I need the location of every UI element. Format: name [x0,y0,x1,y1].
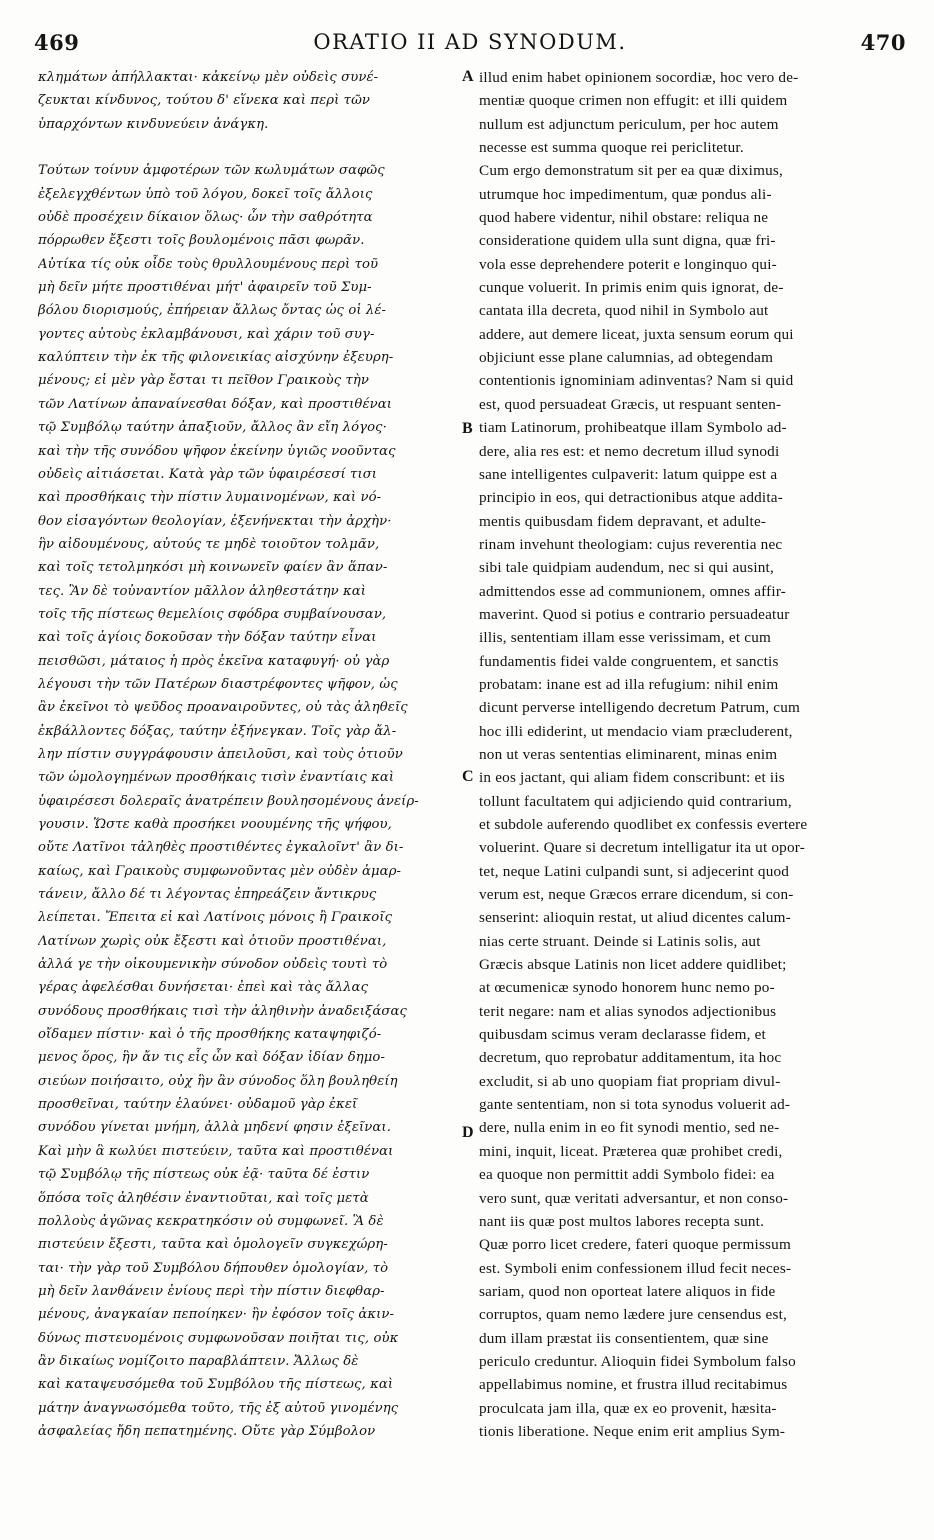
greek-text-line: σιεύων ποιήσαιτο, οὐχ ἣν ἂν σύνοδος ὅλη βουληθείη [38,1073,398,1089]
greek-text-line: καὶ τὴν τῆς συνόδου ψῆφον ἐκείνην ὑγιῶς νοοῦντας [38,443,396,459]
greek-text-line: καὶ τοῖς τετολμηκόσι μὴ κοινωνεῖν φαίεν ἂν ἅπαν- [38,560,388,576]
latin-text-line: fundamentis fidei valde congruentem, et sanctis [479,652,779,670]
latin-text-line: objiciunt esse plane calumnias, ad obtegendam [479,349,774,367]
greek-text-line: πόρρωθεν ἔξεστι τοῖς βουλομένοις πᾶσι φωρᾶν. [38,233,365,249]
greek-text-line: οὐδεὶς αἰτιάσεται. Κατὰ γὰρ τῶν ὑφαιρέσεσί τισι [38,466,378,482]
greek-text-line: ὅπόσα τοῖς ἀληθέσιν ἐναντιοῦται, καὶ τοῖς μετὰ [38,1190,369,1206]
latin-text-line: Græcis absque Latinis non licet addere quidlibet; [479,956,787,974]
latin-text-line: appellabimus nomine, et frustra illud recitabimus [479,1376,788,1394]
greek-text-line: ζευκται κίνδυνος, τούτου δ' εἵνεκα καὶ περὶ τῶν [38,93,371,109]
latin-text-line: vero sunt, quæ veritati adversantur, et non conso- [479,1189,789,1207]
latin-text-line: nullum est adjunctum periculum, per hoc autem [479,115,779,133]
latin-text-line: vola esse deprehendere poterit e longinquo qui- [479,255,777,273]
latin-text-line: hoc illi ediderint, ut mendacio viam præcluderent, [479,722,793,740]
greek-text-line: πεισθῶσι, μάταιος ἡ πρὸς ἐκεῖνα καταφυγή· οὐ γὰρ [38,653,390,669]
greek-text-line: τοῖς τῆς πίστεως θεμελίοις σφόδρα συμβαίνουσαν, [38,606,387,622]
running-title: ORATIO II AD SYNODUM. [313,30,627,54]
latin-text-line: probatam: inane est ad illa refugium: nihil enim [479,675,779,693]
latin-text-line: dere, nulla enim in eo fit synodi mentio, sed ne- [479,1119,780,1137]
latin-text-line: mentis quibusdam fidem depravant, et adulte- [479,512,767,530]
greek-text-line: τῶν Λατίνων ἀπαναίνεσθαι δόξαν, καὶ προστιθέναι [38,396,393,412]
greek-text-line: ἀλλά γε τὴν οἰκουμενικὴν σύνοδον οὐδεὶς τουτὶ τὸ [38,957,388,973]
greek-text-line: θον εἰσαγόντων θεολογίαν, ἐξενήνεκται τὴν ἀρχὴν· [38,513,392,529]
page-header [34,30,906,58]
greek-text-line: καὶ καταψευσόμεθα τοῦ Συμβόλου τῆς πίστεως, καὶ [38,1377,394,1393]
greek-text-line: ὑπαρχόντων κινδυνεύειν ἀνάγκη. [38,116,269,132]
latin-text-line: tet, neque Latini culpandi sunt, si adjecerint quod [479,862,790,880]
latin-text-line: verum est, neque Græcos errare dicendum, si con- [479,886,794,904]
greek-text-line: καλύπτειν τὴν ἐκ τῆς φιλονεικίας αἰσχύνην ἐξευρη- [38,350,394,366]
greek-text-line: οὔτε Λατῖνοι τἀληθὲς προστιθέντες ἐγκαλοῖντ' ἂν δι- [38,840,404,856]
greek-text-line: τῷ Συμβόλῳ ταύτην ἀπαξιοῦν, ἄλλος ἂν εἴη λόγος· [38,420,387,436]
greek-text-line: γέρας ἀφελέσθαι δυνήσεται· ἐπεὶ καὶ τὰς ἄλλας [38,980,369,996]
greek-text-line: γοντες αὐτοὺς ἐκλαμβάνουσι, καὶ χάριν τοῦ συγ- [38,326,375,342]
greek-text-line: μάτην ἀναγνωσόμεθα τοῦτο, τῆς ἐξ αὐτοῦ γινομένης [38,1400,399,1416]
greek-text-line: μένους; εἰ μὲν γὰρ ἔσται τι πεῖθον Γραικοὺς τὴν [38,373,370,389]
latin-text-line: dum illam præstat iis consentientem, quæ sine [479,1329,769,1347]
greek-text-line: Καὶ μὴν ἃ κωλύει πιστεύειν, ταῦτα καὶ προστιθέναι [38,1143,394,1159]
greek-text-line: Αὐτίκα τίς οὐκ οἶδε τοὺς θρυλλουμένους περὶ τοῦ [38,256,379,272]
greek-text-line: ἂν ἐκεῖνοι τὸ ψεῦδος προαναιροῦντες, οὐ τὰς ἀληθεῖς [38,700,408,716]
latin-text-line: sariam, quod non oporteat latere aliquos in fide [479,1282,776,1300]
latin-text-line: gante sententiam, non si tota synodus voluerit ad- [479,1096,791,1114]
latin-text-line: addere, aut demere liceat, juxta sensum eorum qui [479,325,794,343]
greek-text-line: καὶ προσθήκαις τὴν πίστιν λυμαινομένων, καὶ νό- [38,490,382,506]
latin-text-line: contentionis ignominiam adinventas? Nam si quid [479,372,794,390]
latin-text-line: necesse est summa quoque rei periclitetur. [479,139,744,157]
greek-text-line [38,136,460,159]
page-number-left: 469 [34,30,80,55]
latin-text-line: consideratione quidem ulla sunt digna, quæ fri- [479,232,776,250]
latin-text-line: in eos jactant, qui aliam fidem conscribunt: et iis [479,769,785,787]
latin-text-line: voluerint. Quare si decretum intelligatur ita ut opor- [479,839,805,857]
greek-text-line: προσθεῖναι, ταύτην ἐλαύνει· οὐδαμοῦ γὰρ ἐκεῖ [38,1097,358,1113]
latin-text-line: tollunt facultatem qui adjiciendo quid contrarium, [479,792,792,810]
page-number-right: 470 [860,30,906,55]
latin-text-line: Cum ergo demonstratum sit per ea quæ diximus, [479,162,783,180]
latin-text-line: excludit, si ab uno quopiam fiat propriam divul- [479,1072,781,1090]
latin-text-line: sane intelligentes culpaverit: latum quippe est a [479,465,778,483]
latin-text-line: non ut veras sententias eliminarent, minas enim [479,745,778,763]
latin-text-line: tionis liberatione. Neque enim erit amplius Sym- [479,1422,786,1440]
latin-column [479,66,903,1443]
greek-text-line: ἀσφαλείας ἤδη πεπατημένης. Οὔτε γὰρ Σύμβολον [38,1423,376,1439]
greek-text-line: Τούτων τοίνυν ἀμφοτέρων τῶν κωλυμάτων σαφῶς [38,163,385,179]
greek-text-line: οἴδαμεν πίστιν· καὶ ὁ τῆς προσθήκης καταψηφιζό- [38,1027,382,1043]
latin-text-line: illud enim habet opinionem socordiæ, hoc vero de- [479,69,799,86]
latin-text-line: Quæ porro licet credere, fateri quoque permissum [479,1236,791,1254]
latin-text-line: periculo creduntur. Alioquin fidei Symbolum falso [479,1352,796,1370]
greek-text-line: καίως, καὶ Γραικοὺς συμφωνοῦντας μὲν οὐδὲν ἁμαρ- [38,863,402,879]
section-marker-c: C [462,768,474,785]
greek-text-line: συνόδου γίνεται μνήμη, ἀλλὰ μηδενί φησιν ἐξεῖναι. [38,1120,391,1136]
latin-text-line: ea quoque non permittit addi Symbolo fidei: ea [479,1166,775,1184]
latin-text-line: est, quod persuadeat Græcis, ut respuant senten- [479,395,782,413]
greek-text-line: καὶ τοῖς ἁγίοις δοκοῦσαν τὴν δόξαν ταύτην εἶναι [38,630,377,646]
latin-text-line: nant iis quæ post multos labores recepta sunt. [479,1212,765,1230]
latin-text-line: senserint: alioquin restat, ut aliud dicentes calum- [479,909,791,927]
latin-text-line: sibi tale quidpiam audendum, nec si qui ausint, [479,559,774,577]
latin-text-line: dere, alia res est: et nemo decretum illud synodi [479,442,780,460]
greek-text-line: μὴ δεῖν μήτε προστιθέναι μήτ' ἀφαιρεῖν τοῦ Συμ- [38,280,372,296]
latin-text-line: at œcumenicæ synodo honorem hunc nemo po- [479,979,775,997]
latin-text-line: utrumque hoc impedimentum, quæ pondus ali- [479,185,772,203]
latin-text-line: quibusdam scimus veram declarasse fidem, et [479,1026,766,1044]
latin-text-line: mentiæ quoque crimen non effugit: et illi quidem [479,92,788,110]
latin-text-line: et subdole auferendo quodlibet ex confessis evertere [479,816,808,833]
greek-text-line: κλημάτων ἀπήλλακται· κἀκείνῳ μὲν οὐδεὶς συνέ- [38,70,379,85]
latin-text-line: cunque voluerit. In primis enim quis ignorat, de- [479,279,784,297]
latin-text-line: admittendos esse ad communionem, omnes affir- [479,582,787,600]
greek-text-line: τῷ Συμβόλῳ τῆς πίστεως οὐκ ἐᾷ· ταῦτα δέ ἐστιν [38,1167,370,1183]
greek-text-line: μένους, ἀναγκαίαν πεποίηκεν· ἣν ἐφόσον τοῖς ἀκιν- [38,1307,395,1323]
greek-text-line: γουσιν. Ὥστε καθὰ προσήκει νοουμένης τῆς ψήφου, [38,817,392,832]
latin-text-line: quod habere videntur, nihil obstare: reliqua ne [479,209,769,227]
greek-text-line: ἣν αἰδουμένους, αὐτούς τε μηδὲ τοιοῦτον τολμᾶν, [38,536,380,552]
section-marker-b: B [462,420,473,437]
greek-text-line: μενος ὅρος, ἣν ἄν τις εἷς ὧν καὶ δόξαν ἰδίαν δημο- [38,1050,386,1066]
greek-text-line: τάνειν, ἄλλο δέ τι λέγοντας ἐπηρεάζειν ἄντικρυς [38,887,377,903]
greek-text-line: οὐδὲ προσέχειν δίκαιον ὅλως· ὧν τὴν σαθρότητα [38,210,373,226]
greek-text-line: ἂν δικαίως νομίζοιτο παραβλάπτειν. Ἄλλως δὲ [38,1353,359,1369]
latin-text-line: nias certe struant. Deinde si Latinis solis, aut [479,932,761,950]
latin-text-line: rinam invehunt theologiam: cujus reverentia nec [479,535,783,553]
greek-text-line: μὴ δεῖν λανθάνειν ἐνίους περὶ τὴν πίστιν διεφθαρ- [38,1283,385,1299]
greek-text-line: λείπεται. Ἔπειτα εἰ καὶ Λατίνοις μόνοις ἢ Γραικοῖς [38,910,393,926]
section-marker-d: D [462,1124,474,1141]
latin-text-line: maverint. Quod si potius e contrario persuadeatur [479,605,790,623]
latin-text-line: proculcata jam illa, quæ ex eo provenit, hæsita- [479,1399,777,1417]
latin-text-line: mini, inquit, liceat. Præterea quæ prohibet credi, [479,1142,783,1160]
greek-text-line: λέγουσι τὴν τῶν Πατέρων διαστρέφοντες ψῆφον, ὡς [38,676,398,692]
latin-text-line: est. Symboli enim confessionem illud fecit neces- [479,1259,792,1277]
section-marker-a: A [462,68,474,85]
latin-text-line: dicunt perverse intelligendo decretum Patrum, cum [479,699,801,717]
greek-text-line: ἐκβάλλοντες δόξας, ταύτην ἐξήνεγκαν. Τοῖς γὰρ ἄλ- [38,723,397,739]
greek-text-line: ται· τὴν γὰρ τοῦ Συμβόλου δήπουθεν ὁμολογίαν, τὸ [38,1260,389,1276]
greek-text-line: συνόδους προσθήκαις τισὶ τὴν ἀληθινὴν ἀναδειξάσας [38,1003,407,1019]
greek-text-line: ὑφαιρέσεσι δολεραῖς ἀνατρέπειν βουλησομένους ἀνείρ- [38,793,419,809]
greek-text-line: ἐξελεγχθέντων ὑπὸ τοῦ λόγου, δοκεῖ τοῖς ἄλλοις [38,186,373,202]
greek-text-line: Λατίνων χωρὶς οὐκ ἔξεστι καὶ ὁτιοῦν προστιθέναι, [38,933,387,949]
greek-column [38,66,460,1443]
greek-text-line: τες. Ἂν δὲ τοὐναντίον μᾶλλον ἀληθεστάτην καὶ [38,583,367,599]
latin-text-line: cantata illa decreta, quod nihil in Symbolo aut [479,302,769,320]
greek-text-line: πιστεύειν ἔξεστι, ταῦτα καὶ ὁμολογεῖν συγκεχώρη- [38,1237,388,1253]
greek-text-line: δύνως πιστευομένοις συμφωνοῦσαν ποιῆται τις, οὐκ [38,1330,399,1346]
greek-text-line: τῶν ὡμολογημένων προσθήκαις τισὶν ἐναντίαις καὶ [38,770,395,786]
latin-text-line: illis, sententiam illam esse verissimam, et cum [479,629,772,647]
latin-text-line: principio in eos, qui detractionibus atque addita- [479,489,783,507]
latin-text-line: tiam Latinorum, prohibeatque illam Symbolo ad- [479,419,787,437]
latin-text-line: corruptos, quam nemo lædere jure censendus est, [479,1306,788,1324]
greek-text-line: πολλοὺς ἀγῶνας κεκρατηκόσιν οὐ συμφωνεῖ. Ἃ δὲ [38,1213,384,1229]
latin-text-line: terit negare: nam et alias synodos adjectionibus [479,1002,777,1020]
latin-text-line: decretum, quo reprobatur additamentum, ita hoc [479,1049,782,1067]
greek-text-line: βόλου διορισμούς, ἐπήρειαν ἄλλως ὄντας ὡς οἱ λέ- [38,303,387,319]
greek-text-line: λην πίστιν συγγράφουσιν ἀπειλοῦσι, καὶ τοὺς ὁτιοῦν [38,746,403,762]
